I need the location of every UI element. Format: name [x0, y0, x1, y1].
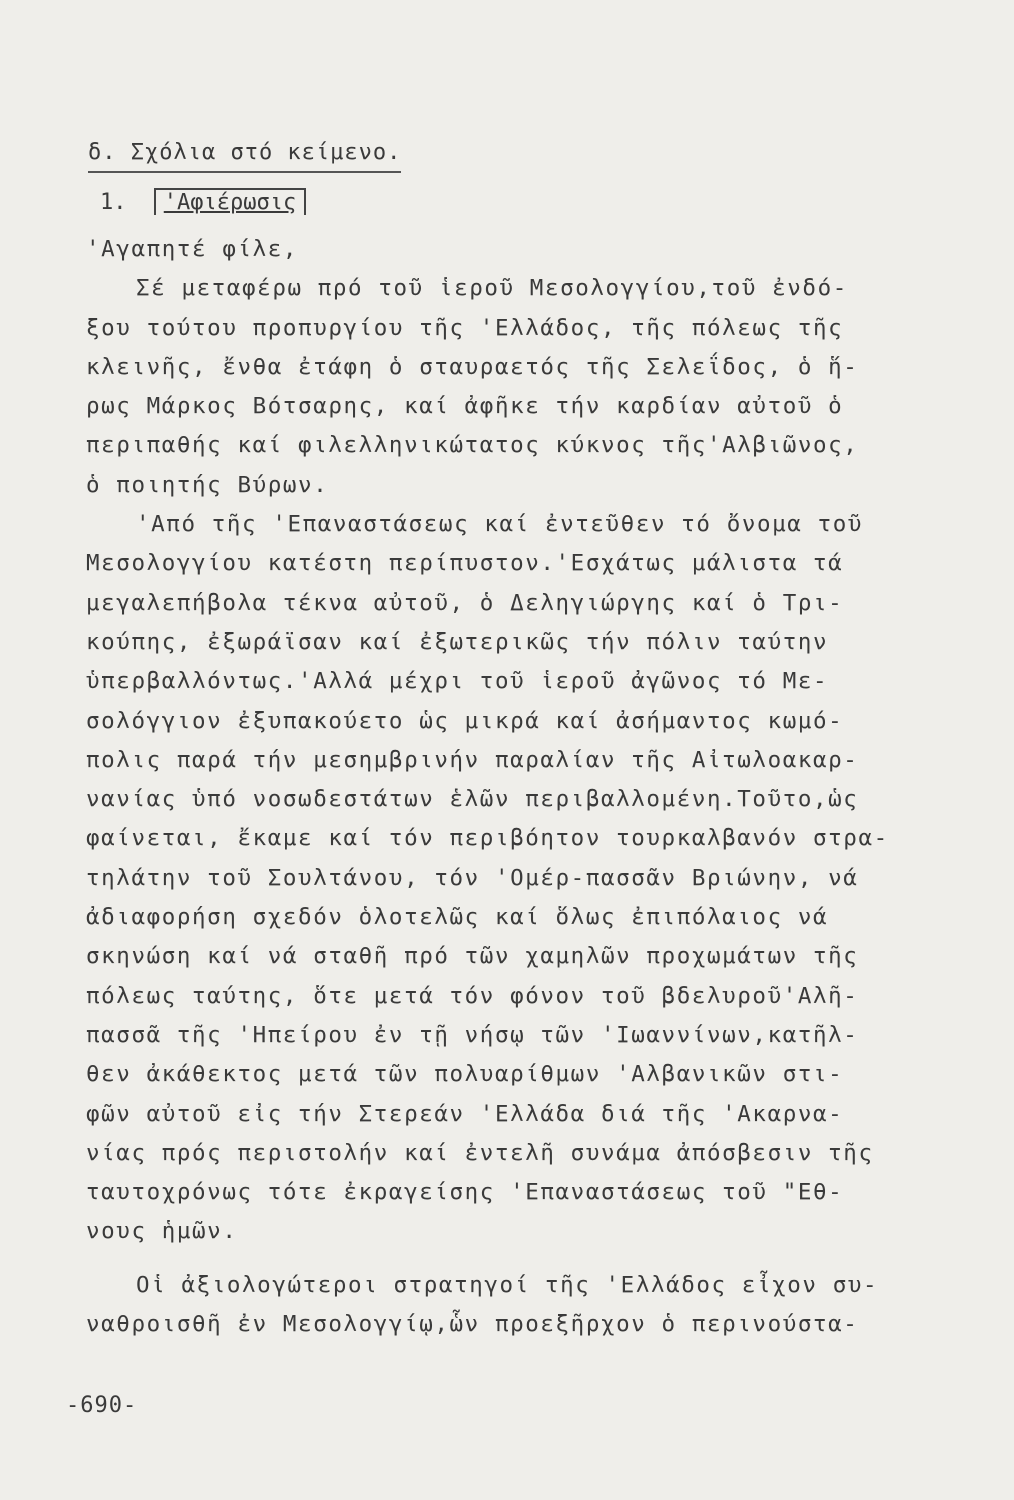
text-line: Σέ μεταφέρω πρό τοῦ ἱεροῦ Μεσολογγίου,τοῦ ἐνδό-	[136, 275, 848, 302]
item-title: 'Αφιέρωσις	[154, 188, 306, 215]
text-line: φαίνεται, ἔκαμε καί τόν περιβόητον τουρκαλβανόν στρα-	[86, 825, 889, 852]
text-line: νίας πρός περιστολήν καί ἐντελῆ συνάμα ἀπόσβεσιν τῆς	[86, 1139, 874, 1166]
salutation: 'Αγαπητέ φίλε,	[86, 236, 299, 262]
text-line: μεγαλεπήβολα τέκνα αὐτοῦ, ὁ Δεληγιώργης καί ὁ Τρι-	[86, 589, 844, 616]
text-line: τηλάτην τοῦ Σουλτάνου, τόν 'Ομέρ-πασσᾶν Βριώνην, νά	[86, 864, 859, 891]
text-line: ξου τούτου προπυργίου τῆς 'Ελλάδος, τῆς πόλεως τῆς	[86, 314, 844, 341]
text-line: Οἱ ἀξιολογώτεροι στρατηγοί τῆς 'Ελλάδος εἶχον συ-	[136, 1271, 879, 1298]
text-line: περιπαθής καί φιλελληνικώτατος κύκνος τῆς'Αλβιῶνος,	[86, 432, 859, 459]
text-line: σκηνώση καί νά σταθῆ πρό τῶν χαμηλῶν προχωμάτων τῆς	[86, 943, 859, 970]
text-line: πολις παρά τήν μεσημβρινήν παραλίαν τῆς Αἰτωλοακαρ-	[86, 746, 859, 773]
text-line: ὁ ποιητής Βύρων.	[86, 471, 329, 498]
text-line: πόλεως ταύτης, ὅτε μετά τόν φόνον τοῦ βδελυροῦ'Αλῆ-	[86, 982, 859, 1009]
text-line: σολόγγιον ἐξυπακούετο ὡς μικρά καί ἀσήμαντος κωμό-	[86, 707, 844, 734]
item-number: 1.	[100, 190, 127, 215]
text-line: νους ἡμῶν.	[86, 1218, 238, 1245]
text-line: ὑπερβαλλόντως.'Αλλά μέχρι τοῦ ἱεροῦ ἀγῶνος τό Με-	[86, 668, 829, 695]
text-line: κούπης, ἐξωράϊσαν καί ἐξωτερικῶς τήν πόλιν ταύτην	[86, 628, 829, 655]
text-line: κλεινῆς, ἔνθα ἐτάφη ὁ σταυραετός τῆς Σελεΐδος, ὁ ἥ-	[86, 353, 859, 380]
text-line: θεν ἀκάθεκτος μετά τῶν πολυαρίθμων 'Αλβανικῶν στι-	[86, 1061, 844, 1088]
section-heading: δ. Σχόλια στό κείμενο.	[88, 140, 401, 173]
text-line: 'Από τῆς 'Επαναστάσεως καί ἐντεῦθεν τό ὄνομα τοῦ	[136, 511, 864, 538]
page-number: -690-	[66, 1393, 138, 1418]
text-line: πασσᾶ τῆς 'Ηπείρου ἐν τῇ νήσῳ τῶν 'Ιωαννίνων,κατῆλ-	[86, 1021, 859, 1048]
text-line: Μεσολογγίου κατέστη περίπυστον.'Εσχάτως μάλιστα τά	[86, 550, 844, 577]
text-line: ταυτοχρόνως τότε ἐκραγείσης 'Επαναστάσεως τοῦ "Εθ-	[86, 1179, 844, 1206]
body-text	[86, 230, 958, 1344]
text-line: ρως Μάρκος Βότσαρης, καί ἀφῆκε τήν καρδίαν αὐτοῦ ὁ	[86, 393, 844, 420]
item-header	[100, 188, 306, 215]
text-line: ἀδιαφορήση σχεδόν ὁλοτελῶς καί ὅλως ἐπιπόλαιος νά	[86, 904, 829, 931]
text-line: νανίας ὑπό νοσωδεστάτων ἑλῶν περιβαλλομένη.Τοῦτο,ὡς	[86, 786, 859, 813]
text-line: ναθροισθῆ ἐν Μεσολογγίῳ,ὧν προεξῆρχον ὁ περινούστα-	[86, 1311, 859, 1338]
text-line: φῶν αὐτοῦ εἰς τήν Στερεάν 'Ελλάδα διά τῆς 'Ακαρνα-	[86, 1100, 844, 1127]
